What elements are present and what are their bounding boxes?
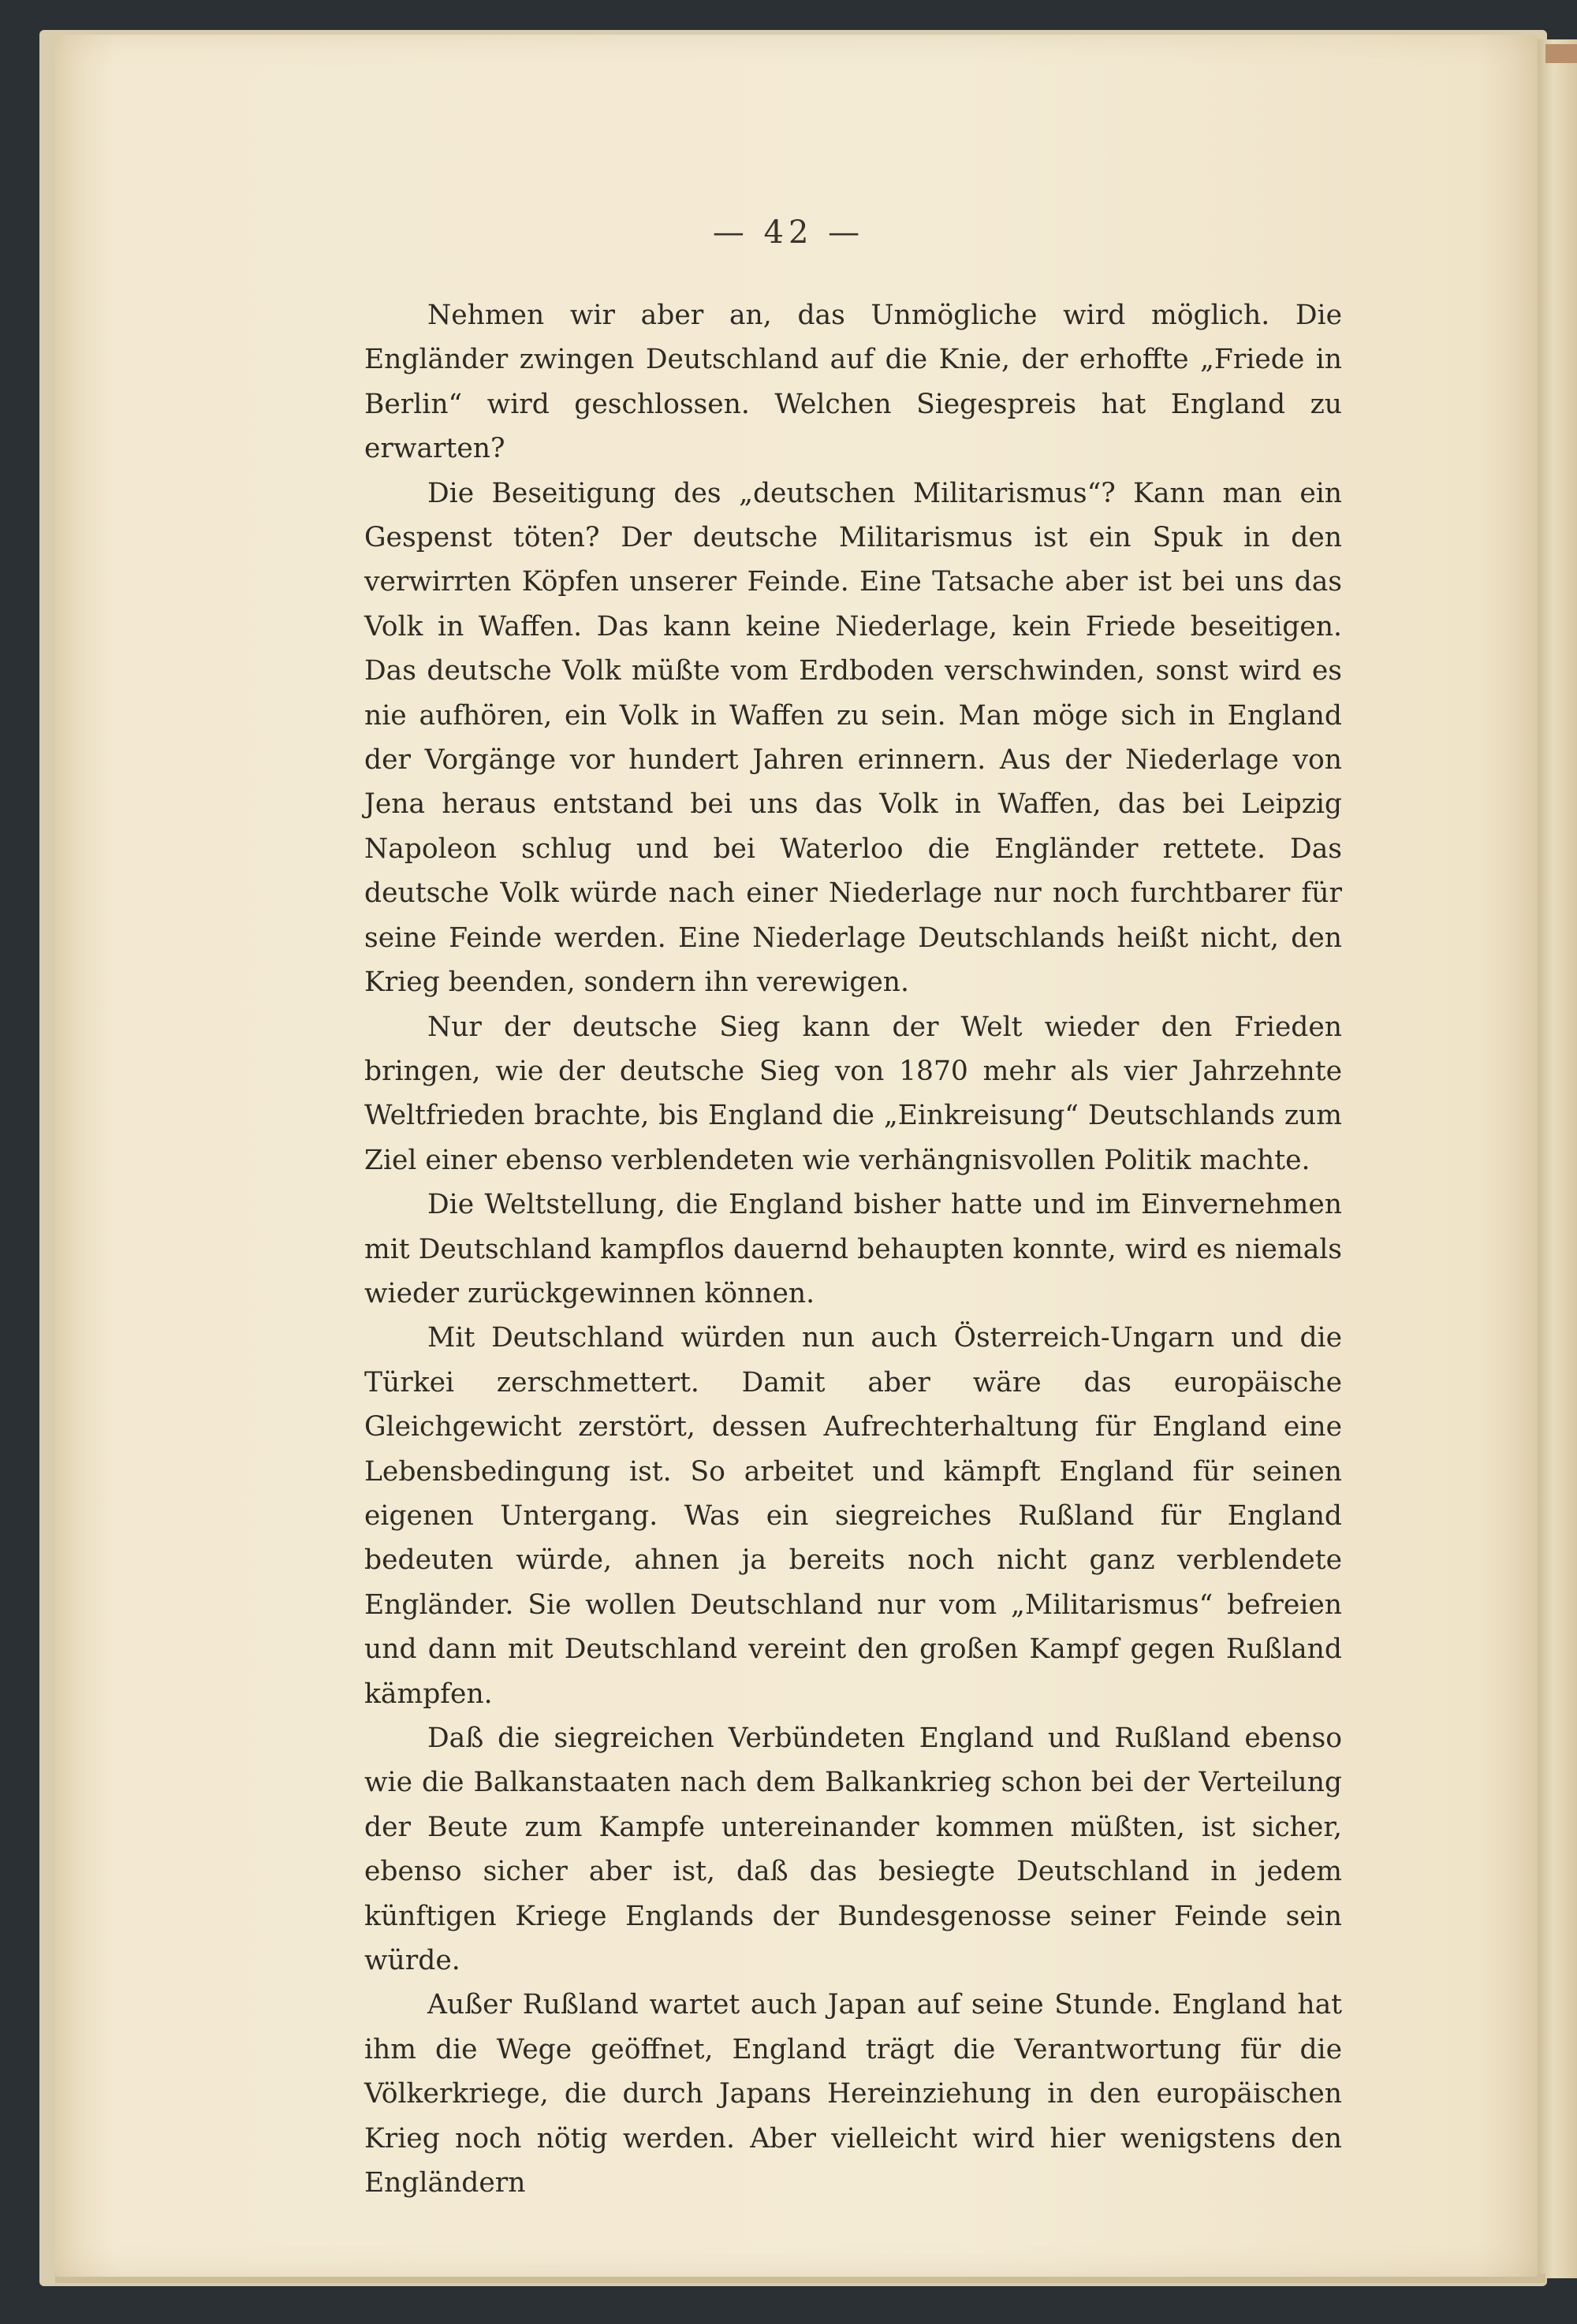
paragraph: Daß die siegreichen Verbündeten England und Rußland ebenso wie die Balkanstaaten nach dem Balkankrieg schon bei der Verteilung der Beute zum Kampfe untereinander kommen müßten, ist sicher, ebenso sicher aber ist, daß das besiegte Deutschland in jedem künftigen Kriege Englands der Bundesgenosse seiner Feinde sein würde.: [364, 1723, 1342, 1977]
paragraph: Mit Deutschland würden nun auch Österreich-Ungarn und die Türkei zerschmettert. Damit aber wäre das europäische Gleichgewicht zerstört, dessen Aufrechterhaltung für England eine Lebensbedingung ist. So arbeitet und kämpft England für seinen eigenen Untergang. Was ein siegreiches Rußland für England bedeuten würde, ahnen ja bereits noch nicht ganz verblendete Engländer. Sie wollen Deutschland nur vom „Militarismus“ befreien und dann mit Deutschland vereint den großen Kampf gegen Rußland kämpfen.: [364, 1322, 1342, 1710]
body-text: [364, 293, 1342, 2205]
paragraph: Die Beseitigung des „deutschen Militarismus“? Kann man ein Gespenst töten? Der deutsche Militarismus ist ein Spuk in den verwirrten Köpfen unserer Feinde. Eine Tatsache aber ist bei uns das Volk in Waffen. Das kann keine Niederlage, kein Friede beseitigen. Das deutsche Volk müßte vom Erdboden verschwinden, sonst wird es nie aufhören, ein Volk in Waffen zu sein. Man möge sich in England der Vorgänge vor hundert Jahren erinnern. Aus der Niederlage von Jena heraus entstand bei uns das Volk in Waffen, das bei Leipzig Napoleon schlug und bei Waterloo die Engländer rettete. Das deutsche Volk würde nach einer Niederlage nur noch furchtbarer für seine Feinde werden. Eine Niederlage Deutschlands heißt nicht, den Krieg beenden, sondern ihn verewigen.: [364, 477, 1342, 999]
paragraph: Nehmen wir aber an, das Unmögliche wird möglich. Die Engländer zwingen Deutschland auf die Knie, der erhoffte „Friede in Berlin“ wird geschlossen. Welchen Siegespreis hat England zu erwarten?: [364, 300, 1342, 465]
paragraph: Nur der deutsche Sieg kann der Welt wieder den Frieden bringen, wie der deutsche Sieg von 1870 mehr als vier Jahrzehnte Weltfrieden brachte, bis England die „Einkreisung“ Deutschlands zum Ziel einer ebenso verblendeten wie verhängnisvollen Politik machte.: [364, 1011, 1342, 1176]
page-number: — 42 —: [712, 214, 865, 251]
binding-tab: [1545, 44, 1577, 63]
paragraph: Die Weltstellung, die England bisher hatte und im Einvernehmen mit Deutschland kampflos dauernd behaupten konnte, wird es niemals wieder zurückgewinnen können.: [364, 1189, 1342, 1309]
paragraph: Außer Rußland wartet auch Japan auf seine Stunde. England hat ihm die Wege geöffnet, England trägt die Verantwortung für die Völkerkriege, die durch Japans Hereinziehung in den europäischen Krieg noch nötig werden. Aber vielleicht wird hier wenigstens den Engländern: [364, 1989, 1342, 2199]
binding-right-edge: [1538, 39, 1577, 2278]
